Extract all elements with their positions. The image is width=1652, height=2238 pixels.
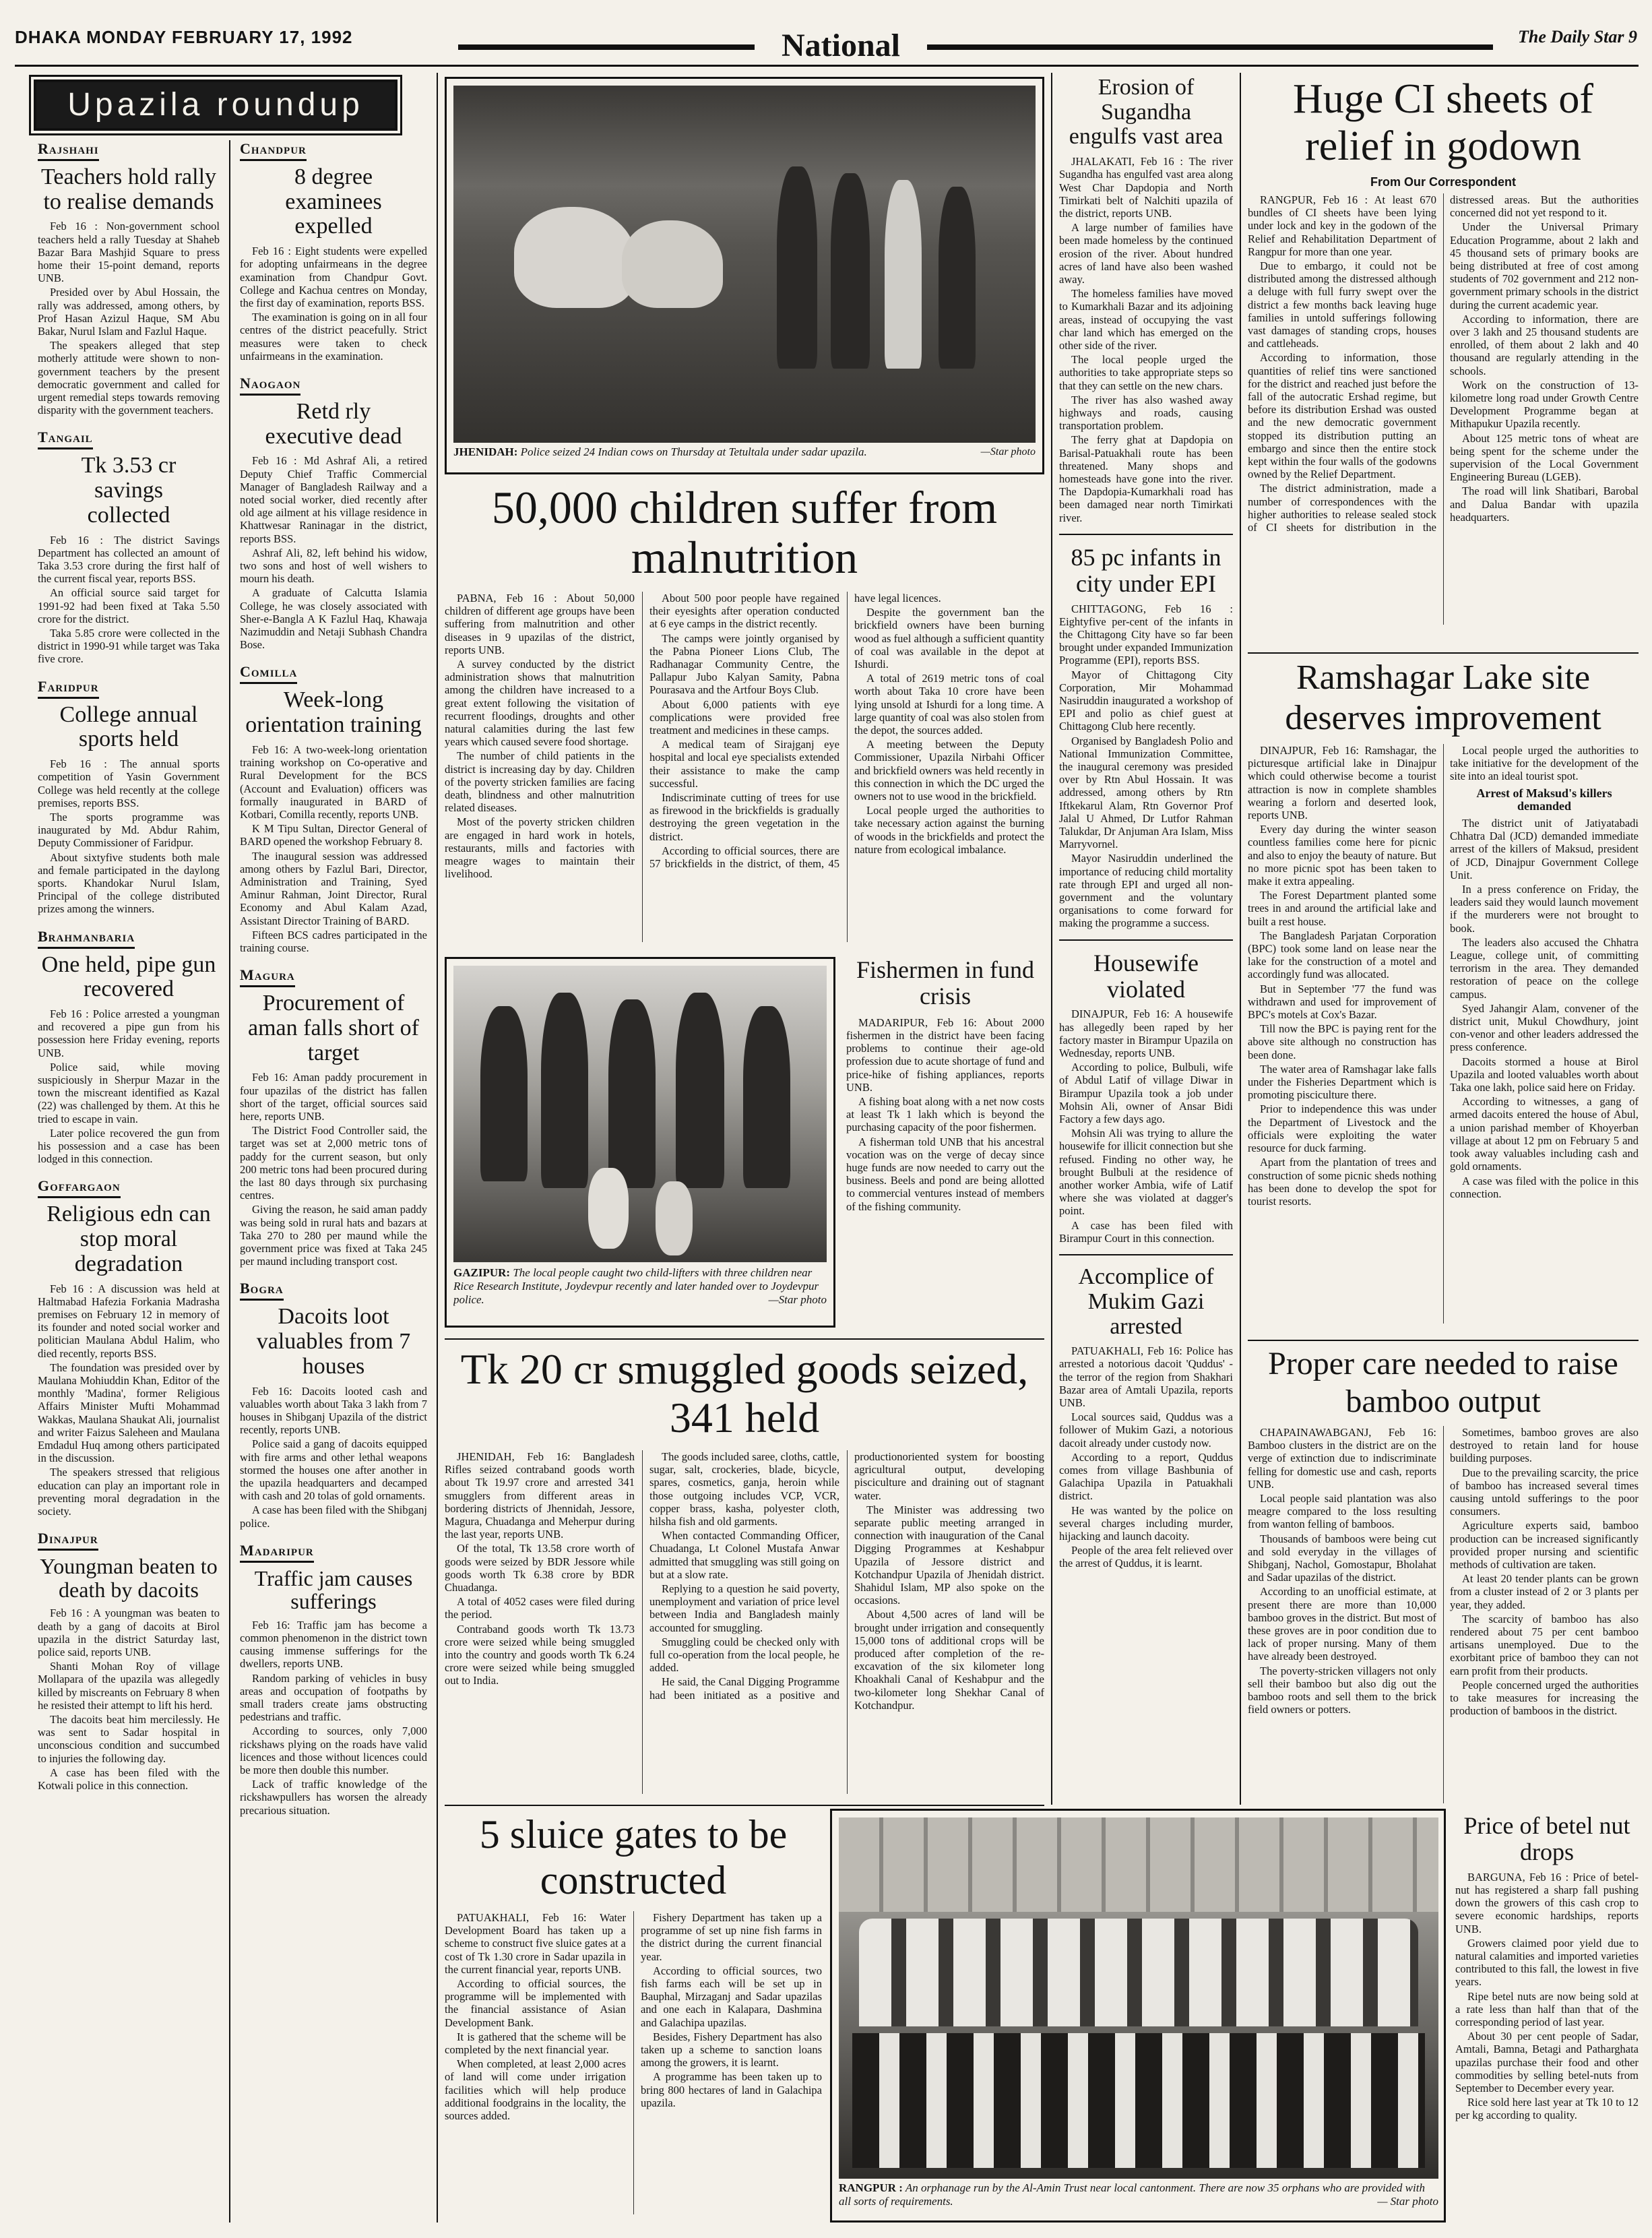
paragraph: Agriculture experts said, bamboo production can be increased significantly provided proper nursing and scientific methods of cultivation are taken. [1450, 1519, 1639, 1572]
paragraph: The inaugural session was addressed among others by Fazlul Bari, Director, Administration and Training, Syed Aminur Rahman, Joint Director, Rural Economy and Abul Kalam Azad, Assistant Director Training of BARD. [240, 849, 427, 927]
headline: Procurement of aman falls short of target [248, 991, 419, 1065]
story-body [445, 1911, 822, 2214]
paragraph: Contraband goods worth Tk 13.73 crore were seized while being smuggled into the country and goods worth Tk 6.24 crore were seized while being smuggled out to India. [445, 1622, 635, 1687]
paragraph: K M Tipu Sultan, Director General of BARD opened the workshop February 8. [240, 822, 427, 848]
child-figure [588, 1168, 629, 1249]
paragraph: Smuggling could be checked only with full co-operation from the local people, he added. [649, 1635, 839, 1675]
gazipur-photo [453, 966, 827, 1262]
orphan-photo-box [830, 1809, 1446, 2223]
paragraph: Feb 16 : Non-government school teachers held a rally Tuesday at Shaheb Bazar Bara Mashjid Square to press home their 15-point demand, reports UNB. [38, 220, 220, 285]
story-body [846, 1016, 1044, 1213]
paragraph: The ferry ghat at Dapdopia on Barisal-Patuakhali route has been threatened. Many shops and homesteads have gone into the river. The Dapdopia-Kumarkhali road has been damaged near north Timirkati river. [1059, 433, 1233, 524]
paragraph: PATUAKHALI, Feb 16: Police has arrested a notorious dacoit 'Quddus' - the terror of the region from Shakhari Bazar area of Amtali Upazila, reports UNB. [1059, 1344, 1233, 1410]
cows-photo-box [445, 77, 1044, 474]
caption-text: The local people caught two child-lifters with three children near Rice Research Institute, Joydevpur recently and later handed over to Joydevpur police. [453, 1266, 819, 1306]
paragraph: Feb 16 : Md Ashraf Ali, a retired Deputy Chief Traffic Commercial Manager of Bangladesh Railway and a noted social worker, died recently after old age ailment at his village residence in Khattwesar Raninagar in the district, reports BSS. [240, 454, 427, 545]
story-divider [1059, 1254, 1233, 1255]
paragraph: PATUAKHALI, Feb 16: Water Development Board has taken up a scheme to construct five sluice gates at a cost of Tk 1.30 crore in Sadar upazila in the current financial year, reports UNB. [445, 1911, 626, 1976]
cow-shape [622, 220, 723, 308]
orphan-photo [839, 1817, 1438, 2179]
paragraph: CHAPAINAWABGANJ, Feb 16: Bamboo clusters in the district are on the verge of extinction due to indiscriminate felling for domestic use and cash, reports UNB. [1248, 1426, 1436, 1491]
photo-credit: — Star photo [1377, 2195, 1438, 2208]
paragraph: He said, the Canal Digging Programme had been initiated as a positive and productionoriented system for boosting agricultural output, developing pisciculture and draining out of stagnant water. [649, 1450, 1044, 1702]
district-tag: Bogra [240, 1280, 284, 1301]
person-figure [743, 1006, 790, 1188]
paragraph: According to official sources, the programme will be implemented with the financial assistance of Asian Development Bank. [445, 1977, 626, 2029]
paragraph: About 6,000 patients with eye complications were provided free treatment and medicines in these camps. [649, 697, 839, 737]
paragraph: The road will link Shatibari, Barobal and Dalua Bandar with upazila headquarters. [1450, 485, 1639, 524]
person-figure [831, 173, 870, 369]
district-tag: Goffargaon [38, 1177, 121, 1198]
paragraph: Local sources said, Quddus was a follower of Mukim Gazi, a notorious dacoit already under custody now. [1059, 1410, 1233, 1450]
story-bogra [240, 1280, 427, 1529]
paragraph: In a press conference on Friday, the leaders said they would launch movement if the murderers were not brought to book. [1450, 883, 1639, 935]
paragraph: Local people said plantation was also meagre compared to the loss resulting from wanton felling of bamboos. [1248, 1492, 1436, 1531]
story-brahmanbaria [38, 928, 220, 1166]
child-figure [656, 1181, 693, 1255]
page-number: 9 [1628, 27, 1637, 46]
paragraph: The district unit of Jatiyatabadi Chhatra Dal (JCD) demanded immediate arrest of the killers of Maksud, president of JCD, Dinajpur Government College Unit. [1450, 817, 1639, 881]
paragraph: At least 20 tender plants can be grown from a cluster instead of 2 or 3 plants per year, they added. [1450, 1572, 1639, 1611]
paragraph: The goods included saree, cloths, cattle, sugar, salt, crockeries, blade, bicycle, spares, cosmetics, ganja, heroin while those outgoing includes VCP, VCR, copper brass, kasha, polyester cloth, hilsha fish and old garments. [649, 1450, 839, 1528]
paragraph: Mayor Nasiruddin underlined the importance of reducing child mortality rate through EPI and urged all non-government and the voluntary organisations to come forward for making the programme a success. [1059, 852, 1233, 930]
column-divider [1051, 73, 1052, 1805]
headline: Traffic jam causes sufferings [254, 1565, 413, 1614]
paragraph: When contacted Commanding Officer, Chuadanga, Lt Colonel Mustafa Anwar admitted that smuggling was still going on but at a slow rate. [649, 1529, 839, 1581]
paragraph: According to witnesses, a gang of armed dacoits entered the house of Abul, a union parishad member of Khoyerban village at about 12 pm on February 5 and took away valuables including cash and gold ornaments. [1450, 1095, 1639, 1173]
district-tag: Magura [240, 966, 295, 987]
paragraph: Mohsin Ali was trying to allure the housewife for illicit connection but she refused. Finding no other way, he brought Bulbuli at the residence of another worker Ambia, wife of Latif where she was violated at dagger's point. [1059, 1127, 1233, 1218]
paragraph: The sports programme was inaugurated by Md. Abdur Rahim, Deputy Commissioner of Faridpur. [38, 810, 220, 850]
story-body [1059, 1344, 1233, 1569]
paragraph: Under the Universal Primary Education Programme, about 2 lakh and 45 thousand sets of primary books are being distributed at free of cost among students of 702 government and 212 non-government primary schools in the district during the current academic year. [1450, 220, 1639, 311]
paragraph: Fifteen BCS cadres participated in the training course. [240, 928, 427, 954]
headline: Accomplice of Mukim Gazi arrested [1078, 1264, 1214, 1339]
story-sugandha [1059, 75, 1233, 524]
fishermen-story [846, 957, 1044, 1328]
paper-logo [1516, 27, 1637, 50]
paragraph: According to sources, only 7,000 rickshaws plying on the roads have valid licences and those without licences could be more then double this number. [240, 1724, 427, 1777]
paragraph: Organised by Bangladesh Polio and National Immunization Committee, the inaugural ceremony was presided over by Rtn Abul Hossain. It was addressed, among others by Rtn Iftkekarul Alam, Rtn Governor Prof Jalal U Ahmed, Dr Lutfor Rahman Talukdar, Dr Anjuman Ara Islam, Miss Marryvornel. [1059, 734, 1233, 851]
story-body [38, 534, 220, 666]
story-infants [1059, 545, 1233, 930]
betel-story [1455, 1813, 1639, 2223]
paragraph: The Minister was addressing two separate public meeting arranged in connection with inauguration of the Canal Digging Programmes at Keshabpur Upazila of Jessore district and Kotchandpur Upazila of Jhenidah district. Shahidul Islam, MP also spoke on the occasions. [854, 1503, 1044, 1607]
paragraph: Feb 16 : A youngman was beaten to death by a gang of dacoits at Birol upazila in the district Saturday last, police said, reports UNB. [38, 1607, 220, 1658]
paragraph: Apart from the plantation of trees and construction of some picnic sheds nothing has been done to develop the spot for tourist resorts. [1248, 1156, 1436, 1208]
paragraph: A large number of families have been made homeless by the continued erosion of the river. About hundred acres of land have also been washed away. [1059, 221, 1233, 286]
paragraph: A graduate of Calcutta Islamia College, he was closely associated with Sher-e-Bangla A K Fazlul Haq, Khawaja Nazimuddin and Netaji Subhash Chandra Bose. [240, 586, 427, 652]
roundup-banner [34, 80, 398, 131]
story-body [1248, 193, 1639, 625]
story-body [38, 1282, 220, 1518]
paragraph: Feb 16 : The annual sports competition of Yasin Government College was held recently at the college premises, reports BSS. [38, 757, 220, 809]
paragraph: MADARIPUR, Feb 16: About 2000 fishermen in the district have been facing problems to continue their age-old profession due to acute shortage of fund and price-hike of fishing appliances, reports UNB. [846, 1016, 1044, 1094]
story-body [240, 743, 427, 954]
section-divider [1248, 1340, 1639, 1341]
paragraph: Feb 16: Traffic jam has become a common phenomenon in the district town causing immense sufferings for the dwellers, reports UNB. [240, 1618, 427, 1671]
paragraph: Feb 16: Dacoits looted cash and valuables worth about Taka 3 lakh from 7 houses in Shibganj Upazila of the district recently, reports UNB. [240, 1384, 427, 1437]
paragraph: A fishing boat along with a net now costs at least Tk 1 lakh which is beyond the purchasing capacity of the poor fishermen. [846, 1094, 1044, 1134]
paragraph: Despite the government ban the brickfield owners have been burning wood as fuel although a sufficient quantity of coal was available in the depot at Ishurdi. [854, 606, 1044, 671]
headline: Retd rly executive dead [265, 398, 402, 449]
paragraph: The poverty-stricken villagers not only sell their bamboo but also dig out the bamboo roots and sell them to the brick field owners or potters. [1248, 1664, 1436, 1716]
district-tag: Faridpur [38, 678, 99, 699]
center-right-column [1059, 73, 1233, 1805]
headline: Youngman beaten to death by dacoits [40, 1554, 218, 1602]
headline: Huge CI sheets of relief in godown [1293, 76, 1593, 169]
cows-photo-caption [453, 445, 1036, 472]
paragraph: A medical team of Sirajganj eye hospital and local eye specialists extended their assistance to make the camp successful. [649, 738, 839, 790]
paragraph: CHITTAGONG, Feb 16 : Eightyfive per-cent of the infants in the Chittagong City have so far been brought under expanded Immunization Programme (EPI), reports BSS. [1059, 602, 1233, 667]
headline: Dacoits loot valuables from 7 houses [256, 1304, 411, 1379]
paragraph: The dacoits beat him mercilessly. He was sent to Sadar hospital in unconscious condition and succumbed to injuries the following day. [38, 1712, 220, 1765]
paragraph: Thousands of bamboos were being cut and sold everyday in the villages of Shibganj, Nachol, Gomostapur, Bholahat and Sadar upazilas of the district. [1248, 1532, 1436, 1584]
column-divider [1240, 73, 1241, 1805]
caption-text: An orphanage run by the Al-Amin Trust near local cantonment. There are now 35 orphans who are provided with all sorts of requirements. [839, 2181, 1425, 2208]
paragraph: Ripe betel nuts are now being sold at a rate less than half than that of the corresponding period of last year. [1455, 1989, 1639, 2028]
paragraph: The local people urged the authorities to take appropriate steps so that they can settle on the new chars. [1059, 353, 1233, 392]
paragraph: Due to embargo, it could not be distributed among the distressed although a deluge with full furry swept over the district a few months back leaving huge families in untold sufferings following vast damages of standing crops, houses and cattleheads. [1248, 259, 1436, 350]
paragraph: When completed, at least 2,000 acres of land will come under irrigation facilities which will help produce additional foodgrains in the locality, the sources added. [445, 2057, 626, 2123]
paragraph: A case has been filed with the Shibganj police. [240, 1503, 427, 1530]
district-tag: Brahmanbaria [38, 928, 135, 949]
story-body [445, 1450, 1044, 1794]
headline: One held, pipe gun recovered [41, 952, 216, 1002]
story-dinajpur [38, 1530, 220, 1792]
section-divider [445, 1805, 1044, 1806]
paragraph: Syed Jahangir Alam, convener of the district unit, Mukul Chowdhury, joint con-venor and other leaders addressed the press conference. [1450, 1001, 1639, 1054]
paragraph: The scarcity of bamboo has also rendered about 75 per cent bamboo artisans unemployed. Due to the exorbitant price of bamboo they can not earn profit from their products. [1450, 1612, 1639, 1677]
roundup-column-1 [38, 140, 220, 2223]
gazipur-photo-caption [453, 1266, 827, 1324]
roundup-banner-text: Upazila roundup [67, 87, 364, 123]
headline: College annual sports held [59, 702, 198, 752]
headline: Teachers hold rally to realise demands [40, 164, 217, 214]
subheading: Arrest of Maksud's killers demanded [1476, 786, 1612, 813]
paragraph: An official source said target for 1991-92 had been fixed at Taka 5.50 crore for the district. [38, 586, 220, 625]
district-tag: Dinajpur [38, 1530, 98, 1551]
paragraph: Dacoits stormed a house at Birol Upazila and looted valuables worth about Taka one lakh, police said here on Friday. [1450, 1055, 1639, 1094]
photo-credit: —Star photo [980, 446, 1036, 458]
story-magura [240, 966, 427, 1268]
story-body [1059, 155, 1233, 524]
story-divider [1059, 534, 1233, 535]
paragraph: A programme has been taken up to bring 800 hectares of land in Galachipa upazila. [641, 2070, 822, 2109]
paragraph: JHENIDAH, Feb 16: Bangladesh Rifles seized contraband goods worth about Tk 19.97 crore and arrested 341 smugglers from different areas in bordering districts of Jhennidah, Jessore, Magura, Chuadanga and Meherpur during the last year, reports UNB. [445, 1450, 635, 1541]
headline: Religious edn can stop moral degradation [46, 1202, 211, 1276]
story-housewife [1059, 950, 1233, 1245]
headline: Tk 20 cr smuggled goods seized, 341 held [460, 1345, 1029, 1441]
paragraph: Indiscriminate cutting of trees for use as firewood in the brickfields is gradually destroying the green vegetation in the district. [649, 791, 839, 843]
orphan-photo-caption [839, 2181, 1438, 2220]
smuggled-story [445, 1345, 1044, 1797]
person-figure [608, 999, 656, 1188]
paragraph: Local people urged the authorities to take necessary action against the burning of woods in the brickfields and protect the nature from ecological imbalance. [854, 804, 1044, 856]
headline: Proper care needed to raise bamboo output [1268, 1346, 1618, 1419]
headline: Price of betel nut drops [1463, 1813, 1630, 1865]
paragraph: According to official sources, there are 57 brickfields in the district, of them, 45 have legal licences. [649, 592, 941, 871]
paragraph: About 125 metric tons of wheat are being spent for the scheme under the supervision of the Local Government Engineering Bureau (LGEB). [1450, 431, 1639, 484]
paragraph: Replying to a question he said poverty, unemployment and variation of price level between India and Bangladesh mainly accounted for smuggling. [649, 1582, 839, 1634]
paragraph: According to information, there are over 3 lakh and 25 thousand students are enrolled, of them about 2 lakh and 40 thousand are regularly attending in the schools. [1450, 312, 1639, 377]
paragraph: Giving the reason, he said aman paddy was being sold in rural hats and bazars at Taka 270 to 280 per maund while the government price was fixed at Taka 245 per maund including transport cost. [240, 1203, 427, 1268]
paragraph: Till now the BPC is paying rent for the above site although no construction has been done. [1248, 1022, 1436, 1061]
paragraph: According to police, Bulbuli, wife of Abdul Latif of village Diwar in Birampur Upazila took a job under Mohsin Ali, owner of Ansar Bidi Factory a few days ago. [1059, 1061, 1233, 1126]
story-comilla [240, 663, 427, 954]
paragraph: About 30 per cent people of Sadar, Amtali, Bamna, Betagi and Patharghata upazilas purchase their food and other commodities by selling betel-nuts from September to December every year. [1455, 2030, 1639, 2094]
paragraph: A fisherman told UNB that his ancestral vocation was on the verge of decay since huge funds are now needed to carry out the business. Beels and pond are being allotted to commercial ventures instead of members of the fishing community. [846, 1135, 1044, 1213]
paragraph: Work on the construction of 13-kilometre long road under Growth Centre Development Programme began at Mithapukur Upazila recently. [1450, 378, 1639, 431]
person-figure [541, 993, 588, 1188]
story-body [240, 1071, 427, 1268]
person-figure [676, 993, 724, 1188]
headline: Week-long orientation training [245, 687, 422, 738]
paragraph: DINAJPUR, Feb 16: A housewife has allegedly been raped by her factory master in Birampur Upazila on Wednesday, reports UNB. [1059, 1007, 1233, 1060]
paragraph: Feb 16 : The district Savings Department has collected an amount of Taka 3.53 crore during the first half of the current fiscal year, reports BSS. [38, 533, 220, 586]
paragraph: About 4,500 acres of land will be brought under irrigation and consequently 15,000 tons of additional crops will be produced after completion of the re-excavation of the six kilometer long Khoakhali Canal of Keshabpur and the two-kilometer long Shekhar Canal of Kotchandpur. [854, 1608, 1044, 1712]
story-divider [1059, 939, 1233, 941]
paragraph: The camps were jointly organised by the Pabna Pioneer Lions Club, The Radhanagar Community Centre, the Pallapur Jubo Kalyan Samity, Pabna Pourasava and the Artfour Boys Club. [649, 631, 839, 697]
person-figure [480, 1006, 528, 1181]
story-accomplice [1059, 1265, 1233, 1570]
headline: Erosion of Sugandha engulfs vast area [1069, 75, 1224, 150]
district-tag: Madaripur [240, 1542, 314, 1563]
cow-shape [514, 207, 635, 308]
paragraph: Growers claimed poor yield due to natural calamities and imported varieties contributed to this fall, the lowest in five years. [1455, 1936, 1639, 1989]
district-tag: Comilla [240, 663, 297, 684]
paragraph: Sometimes, bamboo groves are also destroyed to retain land for house building purposes. [1450, 1426, 1639, 1465]
paragraph: About 500 poor people have regained their eyesights after operation conducted at 6 eye camps in the district recently. [649, 592, 839, 631]
column-divider [229, 140, 230, 2223]
headline: 85 pc infants in city under EPI [1071, 543, 1221, 597]
story-body [240, 454, 427, 651]
paragraph: Local people urged the authorities to take initiative for the development of the site into an ideal tourist spot. [1450, 744, 1639, 783]
person-figure [777, 166, 817, 369]
story-body [1248, 1426, 1639, 1803]
building-wall [839, 1817, 1438, 1912]
story-body [1455, 1871, 1639, 2122]
story-body [38, 1607, 220, 1792]
adult-row [859, 1919, 1418, 2026]
column-divider [437, 73, 438, 2223]
paragraph: The examination is going on in all four centres of the district peacefully. Strict measures were taken to check unfairmeans in the examination. [240, 311, 427, 363]
ci-sheets-story [1248, 75, 1639, 648]
paragraph: It is gathered that the scheme will be completed by the next financial year. [445, 2030, 626, 2057]
story-chandpur [240, 140, 427, 363]
paper-name: The Daily Star [1518, 27, 1624, 46]
story-faridpur [38, 678, 220, 916]
district-tag: Rajshahi [38, 140, 99, 161]
story-tangail [38, 429, 220, 665]
paragraph: Lack of traffic knowledge of the rickshawpullers has worsen the already precarious situation. [240, 1778, 427, 1817]
paragraph: A case has been filed with Birampur Court in this connection. [1059, 1218, 1233, 1245]
paragraph: People concerned urged the authorities to take measures for increasing the production of bamboos in the district. [1450, 1678, 1639, 1718]
byline: From Our Correspondent [1370, 175, 1516, 189]
person-figure [939, 187, 976, 369]
gazipur-photo-box [445, 957, 835, 1328]
story-body [1248, 744, 1639, 1324]
paragraph: About sixtyfive students both male and female participated in the daylong sports. Khandokar Nurul Islam, Principal of the college distributed prizes among the winners. [38, 850, 220, 916]
section-title: National [760, 27, 922, 66]
paragraph: The District Food Controller said, the target was set at 2,000 metric tons of paddy for the current season, but only 200 metric tons had been procured during the last 80 days through six purchasing centres. [240, 1124, 427, 1202]
district-tag: Tangail [38, 429, 93, 449]
paragraph: Fishery Department has taken up a programme of set up nine fish farms in the district during the current financial year. [641, 1911, 822, 1963]
paragraph: RANGPUR, Feb 16 : At least 670 bundles of CI sheets have been lying under lock and key in the godown of the Relief and Rehabilitation Department of Rangpur for more than one year. [1248, 193, 1436, 258]
headline: Housewife violated [1093, 949, 1199, 1003]
bamboo-story [1248, 1345, 1639, 1803]
paragraph: Presided over by Abul Hossain, the rally was addressed, among others, by Prof Hasan Azizul Haque, SM Abu Bakar, Nurul Islam and Fazlul Haque. [38, 286, 220, 338]
paragraph: He was wanted by the police on several charges including murder, hijacking and launch dacoity. [1059, 1503, 1233, 1543]
person-figure [885, 180, 922, 369]
story-body [1059, 602, 1233, 930]
paragraph: Police said a gang of dacoits equipped with fire arms and other lethal weapons stormed the houses one after another in the upazila headquarters and decamped with cash and 20 tolas of gold ornaments. [240, 1437, 427, 1503]
paragraph: Feb 16: Aman paddy procurement in four upazilas of the district has fallen short of the target, official sources said here, reports UNB. [240, 1071, 427, 1123]
paragraph: Besides, Fishery Department has also taken up a scheme to sanction loans among the growers, it is learnt. [641, 2030, 822, 2070]
paragraph: The district administration, made a number of correspondences with the higher authorities to release sealed stock of CI sheets for distribution in the distressed areas. But the authorities concerned did not yet respond to it. [1248, 193, 1639, 534]
story-madaripur [240, 1542, 427, 1817]
paragraph: PABNA, Feb 16 : About 50,000 children of different age groups have been suffering from malnutrition and other diseases in 9 upazilas of the district, reports UNB. [445, 592, 635, 656]
paragraph: According to an unofficial estimate, at present there are more than 10,000 bamboo groves in the district. But most of these groves are in poor condition due to lack of proper nursing. Many of them have already been destroyed. [1248, 1585, 1436, 1663]
paragraph: According to a report, Quddus comes from village Bashbunia of Galachipa Upazila in Patuakhali district. [1059, 1450, 1233, 1503]
paragraph: DINAJPUR, Feb 16: Ramshagar, the picturesque artificial lake in Dinajpur which could otherwise become a tourist attraction is now in complete shambles wearing a forlorn and deserted look, reports UNB. [1248, 744, 1436, 822]
paragraph: Shanti Mohan Roy of village Mollapara of the upazila was allegedly killed by miscreants on February 8 when he resisted their attempt to lift his herd. [38, 1660, 220, 1712]
section-divider [1248, 652, 1639, 654]
paragraph: But in September '77 the fund was withdrawn and used for improvement of BPC's motels at Cox's Bazar. [1248, 982, 1436, 1022]
roundup-column-2 [240, 140, 427, 2223]
sluice-story [445, 1811, 822, 2223]
malnutrition-story [445, 483, 1044, 947]
story-body [38, 1007, 220, 1165]
story-body [38, 220, 220, 416]
paragraph: A case has been filed with the Kotwali police in this connection. [38, 1766, 220, 1792]
headline: 8 degree examinees expelled [285, 164, 382, 239]
ramshagar-story [1248, 658, 1639, 1332]
paragraph: According to information, those quantities of relief tins were sanctioned for the district and reached just before the fall of the autocratic Ershad regime, but before its distribution Ershad was ousted and the new democratic government stopped its distribution putting an embargo and since then the entire stock kept within the four walls of the godowns owned by the Relief Department. [1248, 351, 1436, 481]
paragraph: Taka 5.85 crore were collected in the district in 1990-91 while target was Taka five crore. [38, 627, 220, 666]
story-goffargaon [38, 1177, 220, 1518]
paragraph: The foundation was presided over by Maulana Mohiuddin Khan, Editor of the monthly 'Madina', former Religious Affairs Minister Mufti Mohammad Wakkas, Maulana Shaukat Ali, journalist and writer Faizus Saleheen and Maulana Emdadul Huq among others participated in the discussion. [38, 1361, 220, 1465]
paragraph: Police said, while moving suspiciously in Sherpur Mazar in the town the miscreant identified as Kazal (22) was challenged by them. At this he tried to escape in vain. [38, 1060, 220, 1125]
header-rule-left [458, 44, 755, 50]
dateline: DHAKA MONDAY FEBRUARY 17, 1992 [15, 27, 353, 47]
district-tag: Chandpur [240, 140, 307, 161]
sky [453, 86, 1036, 187]
paragraph: Mayor of Chittagong City Corporation, Mir Mohammad Nasiruddin inaugurated a workshop of EPI and polio as chief guest at Chittagong Club here recently. [1059, 668, 1233, 733]
paragraph: A meeting between the Deputy Commissioner, Upazila Nirbahi Officer and brickfield owners was held recently in this connection in which the DC urged the owners not to use wood in the brickfield. [854, 738, 1044, 803]
paragraph: Rice sold here last year at Tk 10 to 12 per kg according to quality. [1455, 2096, 1639, 2122]
header-rule-right [927, 44, 1493, 50]
headline: Tk 3.53 cr savings collected [81, 453, 177, 528]
paragraph: The speakers stressed that religious education can play an important role in preventing moral degradation in the society. [38, 1466, 220, 1518]
paragraph: The leaders also accused the Chhatra League, college unit, of committing terrorism in the area. They demanded restoration of peace on the college campus. [1450, 935, 1639, 1001]
photo-credit: —Star photo [768, 1293, 827, 1306]
paragraph: A case was filed with the police in this connection. [1450, 1174, 1639, 1200]
paragraph: A survey conducted by the district administration shows that malnutrition among the children have increased to a great extent following the visitation of recurrent floodings, droughts and other natural calamities during the last few years which caused severe food shortage. [445, 658, 635, 749]
paragraph: JHALAKATI, Feb 16 : The river Sugandha has engulfed vast area along West Char Dapdopia and North Timirkati belt of Nalchiti upazila of the district, reports UNB. [1059, 155, 1233, 220]
story-body [240, 1619, 427, 1817]
paragraph: Prior to independence this was under the Department of Livestock and the officials were exploiting the water resource for duck farming. [1248, 1102, 1436, 1155]
paragraph: Most of the poverty stricken children are engaged in hard work in hotels, restaurants, mills and factories with meagre wages to maintain their livelihood. [445, 815, 635, 881]
paragraph: Of the total, Tk 13.58 crore worth of goods were seized by BDR Jessore while goods worth Tk 6.38 crore by BDR Chuadanga. [445, 1542, 635, 1594]
paragraph: The Forest Department planted some trees in and around the artificial lake and built a rest house. [1248, 889, 1436, 928]
paragraph: Feb 16 : Police arrested a youngman and recovered a pipe gun from his possession here Friday evening, reports UNB. [38, 1007, 220, 1059]
paragraph: The water area of Ramshagar lake falls under the Fisheries Department which is promoting pisciculture there. [1248, 1062, 1436, 1102]
story-body [240, 245, 427, 363]
section-divider [445, 1338, 1044, 1340]
story-body [38, 757, 220, 915]
paragraph: Later police recovered the gun from his possession and a case has been lodged in this connection. [38, 1126, 220, 1166]
story-naogaon [240, 375, 427, 651]
masthead-underline [15, 65, 1639, 67]
paragraph: The homeless families have moved to Kumarkhali Bazar and its adjoining areas, instead of occupying the vast char land which has emerged on the other side of the river. [1059, 287, 1233, 352]
headline: 5 sluice gates to be constructed [479, 1812, 788, 1902]
paragraph: Feb 16 : A discussion was held at Haltmabad Hafezia Forkania Madrasha premises on February 12 in memory of its founder and noted social worker and politician Maulana Abdul Halim, who died recently, reports BSS. [38, 1282, 220, 1360]
paragraph: Feb 16: A two-week-long orientation training workshop on Co-operative and Rural Development for the BCS (Account and Evaluation) officers was formally inaugurated in BARD of Kotbari, Comilla recently, reports UNB. [240, 743, 427, 821]
children-row [852, 2033, 1425, 2168]
story-body [445, 592, 1044, 942]
paragraph: BARGUNA, Feb 16 : Price of betel-nut has registered a sharp fall pushing down the growers of this cash crop to severe economic hardships, reports UNB. [1455, 1870, 1639, 1935]
paragraph: The river has also washed away highways and roads, causing transportation problem. [1059, 393, 1233, 433]
paragraph: Random parking of vehicles in busy areas and occupation of footpaths by small traders create jams obstructing pedestrians and traffic. [240, 1671, 427, 1724]
paragraph: Every day during the winter season countless families come here for picnic and also to enjoy the beauty of nature. But no more picnic spot has been taken to make it extra appealing. [1248, 823, 1436, 888]
paragraph: The speakers alleged that step motherly attitude were shown to non-government teachers by the present democratic government and called for urgent remedial steps towards removing disparity with the government teachers. [38, 339, 220, 417]
cows-photo [453, 86, 1036, 443]
caption-text: Police seized 24 Indian cows on Thursday at Tetultala under sadar upazila. [520, 445, 867, 458]
paragraph: A total of 4052 cases were filed during the period. [445, 1595, 635, 1621]
paragraph: Feb 16 : Eight students were expelled for adopting unfairmeans in the degree examination from Chandpur Govt. College and Kachua centres on Monday, the first day of examination, reports BSS. [240, 245, 427, 309]
paragraph: A total of 2619 metric tons of coal worth about Taka 10 crore have been lying unsold at Ishurdi for a long time. A large quantity of coal was also stolen from the depot, the sources added. [854, 672, 1044, 737]
paragraph: The number of child patients in the district is increasing day by day. Children of the poverty stricken families are facing death, blindness and other malnutrition related diseases. [445, 749, 635, 815]
headline: Ramshagar Lake site deserves improvement [1285, 658, 1601, 737]
story-rajshahi [38, 140, 220, 416]
headline: Fishermen in fund crisis [856, 957, 1034, 1009]
caption-place: JHENIDAH: [453, 445, 518, 458]
caption-place: GAZIPUR: [453, 1266, 511, 1279]
story-body [240, 1385, 427, 1530]
paragraph: Ashraf Ali, 82, left behind his widow, two sons and host of well wishers to mourn his death. [240, 546, 427, 586]
paragraph: The Bangladesh Parjatan Corporation (BPC) took some land on lease near the lake for the construction of a motel and accordingly fund was allocated. [1248, 929, 1436, 981]
story-body [1059, 1007, 1233, 1245]
caption-place: RANGPUR : [839, 2181, 903, 2194]
paragraph: Due to the prevailing scarcity, the price of bamboo has increased several times causing untold sufferings to the poor consumers. [1450, 1466, 1639, 1518]
headline: 50,000 children suffer from malnutrition [491, 483, 998, 583]
paragraph: People of the area felt relieved over the arrest of Quddus, it is learnt. [1059, 1544, 1233, 1570]
paragraph: According to official sources, two fish farms each will be set up in Bauphal, Mirzaganj and Sadar upazilas and one each in Kalapara, Dashmina and Galachipa upazilas. [641, 1964, 822, 2029]
district-tag: Naogaon [240, 375, 300, 396]
